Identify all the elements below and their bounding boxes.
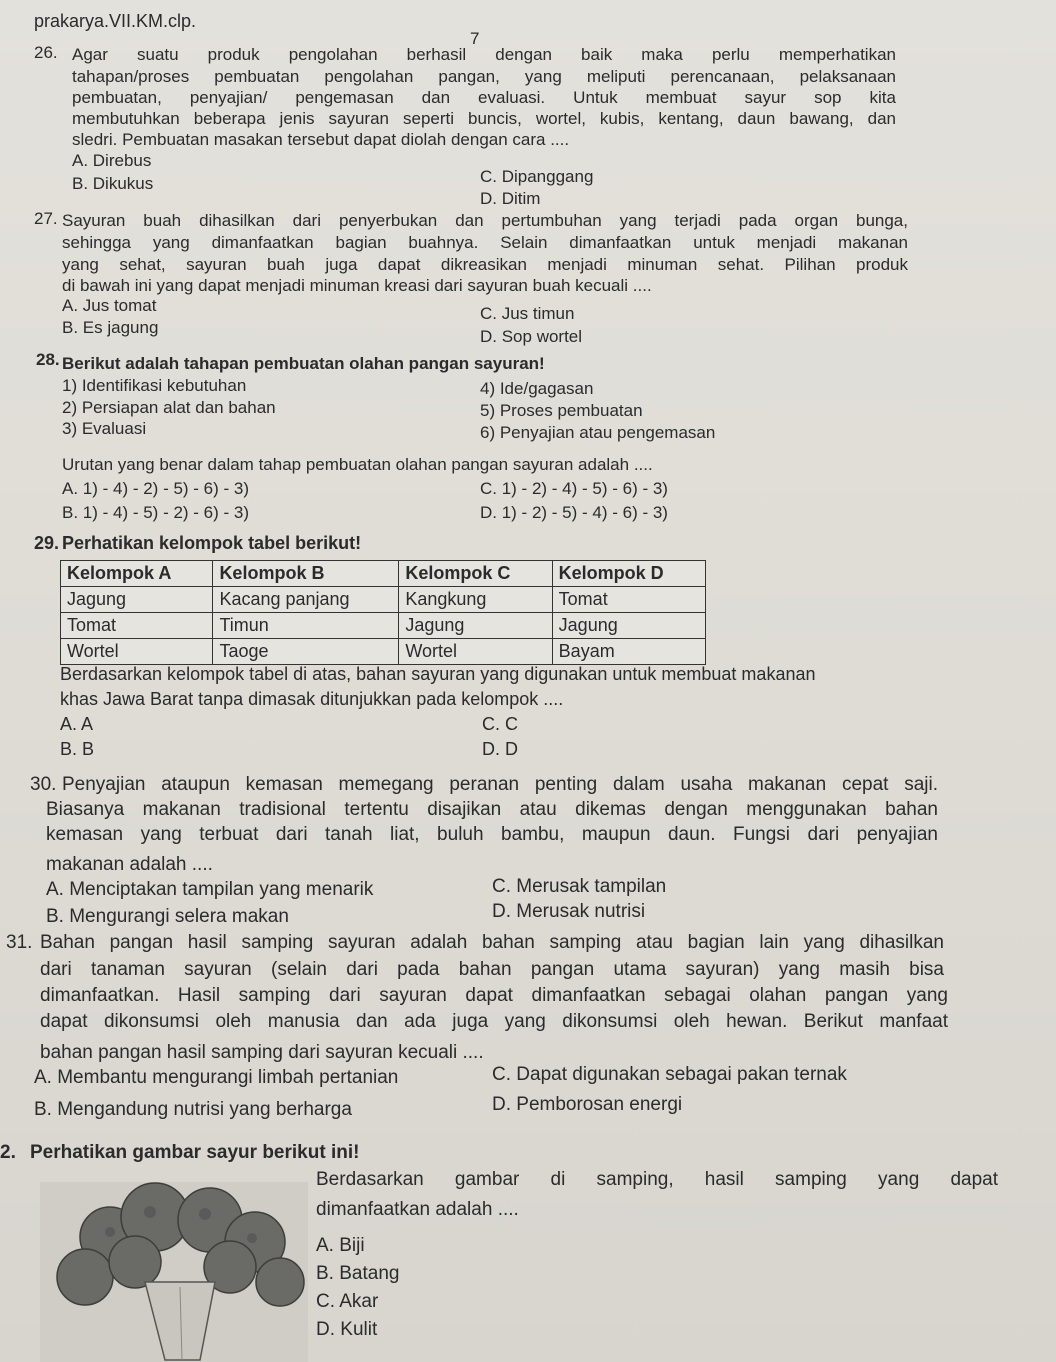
q28-step-3: 3) Evaluasi xyxy=(62,419,147,438)
q31-option-d[interactable]: D. Pemborosan energi xyxy=(492,1094,683,1115)
q28-step-2: 2) Persiapan alat dan bahan xyxy=(62,398,276,417)
q29-option-a[interactable]: A. A xyxy=(60,714,94,734)
q26-line-2: tahapan/proses pembuatan pengolahan pangan, yang meliputi perencanaan, pelaksanaan xyxy=(72,67,896,86)
table-cell: Bayam xyxy=(552,639,705,665)
q30-line-2: Biasanya makanan tradisional tertentu disajikan atau dikemas dengan menggunakan bahan xyxy=(46,799,938,820)
q28-option-b[interactable]: B. 1) - 4) - 5) - 2) - 6) - 3) xyxy=(62,503,250,522)
table-cell: Jagung xyxy=(399,613,552,639)
q26-option-c[interactable]: C. Dipanggang xyxy=(480,167,594,186)
q31-line-1: Bahan pangan hasil samping sayuran adalah bahan samping atau bagian lain yang dihasilkan xyxy=(40,932,944,953)
q26-line-5: sledri. Pembuatan masakan tersebut dapat diolah dengan cara .... xyxy=(72,130,570,149)
table-cell: Wortel xyxy=(399,639,552,665)
q31-option-b[interactable]: B. Mengandung nutrisi yang berharga xyxy=(34,1099,352,1120)
q32-title: Perhatikan gambar sayur berikut ini! xyxy=(30,1142,360,1163)
vegetable-group-table xyxy=(60,560,706,665)
q31-number: 31. xyxy=(6,932,33,953)
table-header-cell: Kelompok D xyxy=(552,561,705,587)
page-number: 7 xyxy=(470,29,480,48)
q32-option-d[interactable]: D. Kulit xyxy=(316,1319,378,1340)
q32-line-1: Berdasarkan gambar di samping, hasil samping yang dapat xyxy=(316,1169,998,1190)
table-cell: Kangkung xyxy=(399,587,552,613)
q28-title: Berikut adalah tahapan pembuatan olahan pangan sayuran! xyxy=(62,354,545,373)
table-header-cell: Kelompok C xyxy=(399,561,552,587)
table-cell: Tomat xyxy=(552,587,705,613)
table-cell: Wortel xyxy=(61,639,213,665)
q30-option-d[interactable]: D. Merusak nutrisi xyxy=(492,901,646,922)
q31-line-5: bahan pangan hasil samping dari sayuran kecuali .... xyxy=(40,1042,484,1063)
q30-number: 30. xyxy=(30,774,57,795)
q26-option-a[interactable]: A. Direbus xyxy=(72,151,152,170)
q28-option-d[interactable]: D. 1) - 2) - 5) - 4) - 6) - 3) xyxy=(480,503,668,522)
q32-option-b[interactable]: B. Batang xyxy=(316,1263,400,1284)
q31-line-2: dari tanaman sayuran (selain dari pada bahan pangan utama sayuran) yang masih bisa xyxy=(40,959,944,980)
table-cell: Timun xyxy=(213,613,399,639)
q27-option-a[interactable]: A. Jus tomat xyxy=(62,296,157,315)
q29-line-1: Berdasarkan kelompok tabel di atas, bahan sayuran yang digunakan untuk membuat makanan xyxy=(60,664,816,684)
q26-option-d[interactable]: D. Ditim xyxy=(480,189,541,208)
q31-line-3: dimanfaatkan. Hasil samping dari sayuran dapat dimanfaatkan sebagai olahan pangan yang xyxy=(40,985,948,1006)
q32-line-2: dimanfaatkan adalah .... xyxy=(316,1199,519,1220)
q26-option-b[interactable]: B. Dikukus xyxy=(72,174,154,193)
q31-option-a[interactable]: A. Membantu mengurangi limbah pertanian xyxy=(34,1067,399,1088)
q28-step-5: 5) Proses pembuatan xyxy=(480,401,643,420)
q30-option-c[interactable]: C. Merusak tampilan xyxy=(492,876,667,897)
table-header-row xyxy=(61,561,706,587)
table-row xyxy=(61,587,706,613)
q30-line-1: Penyajian ataupun kemasan memegang peranan penting dalam usaha makanan cepat saji. xyxy=(62,774,938,795)
q30-option-a[interactable]: A. Menciptakan tampilan yang menarik xyxy=(46,879,374,900)
table-header-cell: Kelompok B xyxy=(213,561,399,587)
q28-step-4: 4) Ide/gagasan xyxy=(480,379,594,398)
q31-option-c[interactable]: C. Dapat digunakan sebagai pakan ternak xyxy=(492,1064,847,1085)
q26-number: 26. xyxy=(34,43,58,62)
q29-option-b[interactable]: B. B xyxy=(60,739,95,759)
q28-number: 28. xyxy=(36,350,60,369)
q27-line-3: yang sehat, sayuran buah juga dapat dikreasikan menjadi minuman sehat. Pilihan produk xyxy=(62,255,908,274)
q32-number: 2. xyxy=(0,1142,16,1163)
q29-line-2: khas Jawa Barat tanpa dimasak ditunjukkan pada kelompok .... xyxy=(60,689,564,709)
q27-number: 27. xyxy=(34,209,58,228)
q28-step-6: 6) Penyajian atau pengemasan xyxy=(480,423,716,442)
q28-option-a[interactable]: A. 1) - 4) - 2) - 5) - 6) - 3) xyxy=(62,479,250,498)
table-header-cell: Kelompok A xyxy=(61,561,213,587)
q29-option-d[interactable]: D. D xyxy=(482,739,518,759)
table-row xyxy=(61,639,706,665)
q27-option-b[interactable]: B. Es jagung xyxy=(62,318,159,337)
q29-title: Perhatikan kelompok tabel berikut! xyxy=(62,533,362,553)
table-cell: Tomat xyxy=(61,613,213,639)
q32-option-a[interactable]: A. Biji xyxy=(316,1235,365,1256)
q29-option-c[interactable]: C. C xyxy=(482,714,518,734)
header-filename: prakarya.VII.KM.clp. xyxy=(34,11,197,31)
q26-line-4: membutuhkan beberapa jenis sayuran seperti buncis, wortel, kubis, kentang, daun bawang, dan xyxy=(72,109,896,128)
broccoli-image xyxy=(40,1182,308,1362)
q28-question: Urutan yang benar dalam tahap pembuatan olahan pangan sayuran adalah .... xyxy=(62,455,653,474)
q27-option-d[interactable]: D. Sop wortel xyxy=(480,327,583,346)
q30-option-b[interactable]: B. Mengurangi selera makan xyxy=(46,906,289,927)
table-cell: Jagung xyxy=(61,587,213,613)
q26-line-3: pembuatan, penyajian/ pengemasan dan evaluasi. Untuk membuat sayur sop kita xyxy=(72,88,896,107)
table-cell: Kacang panjang xyxy=(213,587,399,613)
q31-line-4: dapat dikonsumsi oleh manusia dan ada juga yang dikonsumsi oleh hewan. Berikut manfaat xyxy=(40,1011,948,1032)
q29-number: 29. xyxy=(34,533,60,553)
q27-option-c[interactable]: C. Jus timun xyxy=(480,304,575,323)
q27-line-2: sehingga yang dimanfaatkan bagian buahnya. Selain dimanfaatkan untuk menjadi makanan xyxy=(62,233,908,252)
q27-line-1: Sayuran buah dihasilkan dari penyerbukan dan pertumbuhan yang terjadi pada organ bunga, xyxy=(62,211,908,230)
table-cell: Taoge xyxy=(213,639,399,665)
table-row xyxy=(61,613,706,639)
q30-line-4: makanan adalah .... xyxy=(46,854,213,875)
q30-line-3: kemasan yang terbuat dari tanah liat, buluh bambu, maupun daun. Fungsi dari penyajian xyxy=(46,824,938,845)
q28-step-1: 1) Identifikasi kebutuhan xyxy=(62,376,247,395)
q28-option-c[interactable]: C. 1) - 2) - 4) - 5) - 6) - 3) xyxy=(480,479,668,498)
table-cell: Jagung xyxy=(552,613,705,639)
q27-line-4: di bawah ini yang dapat menjadi minuman kreasi dari sayuran buah kecuali .... xyxy=(62,276,652,295)
q26-line-1: Agar suatu produk pengolahan berhasil dengan baik maka perlu memperhatikan xyxy=(72,45,896,64)
q32-option-c[interactable]: C. Akar xyxy=(316,1291,379,1312)
